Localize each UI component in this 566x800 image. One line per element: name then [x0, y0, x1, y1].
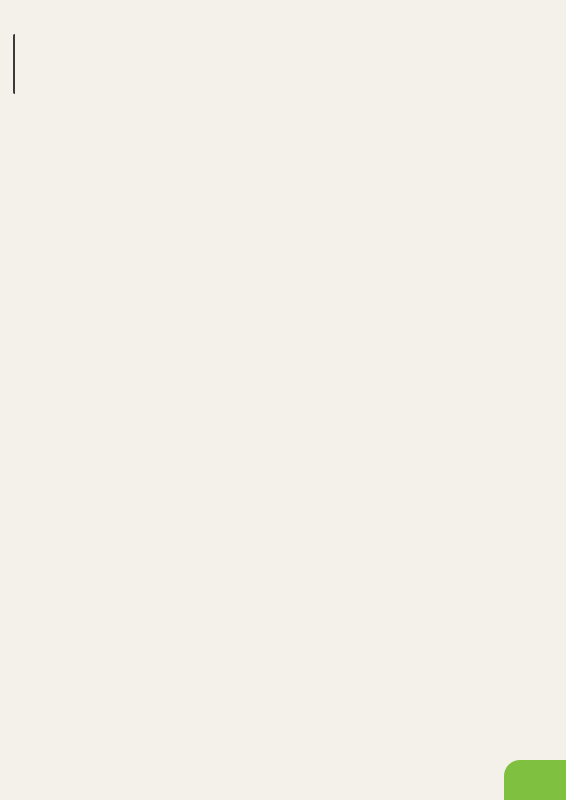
watermark-logo: [504, 760, 566, 800]
punch-hole-mark: [13, 34, 20, 94]
